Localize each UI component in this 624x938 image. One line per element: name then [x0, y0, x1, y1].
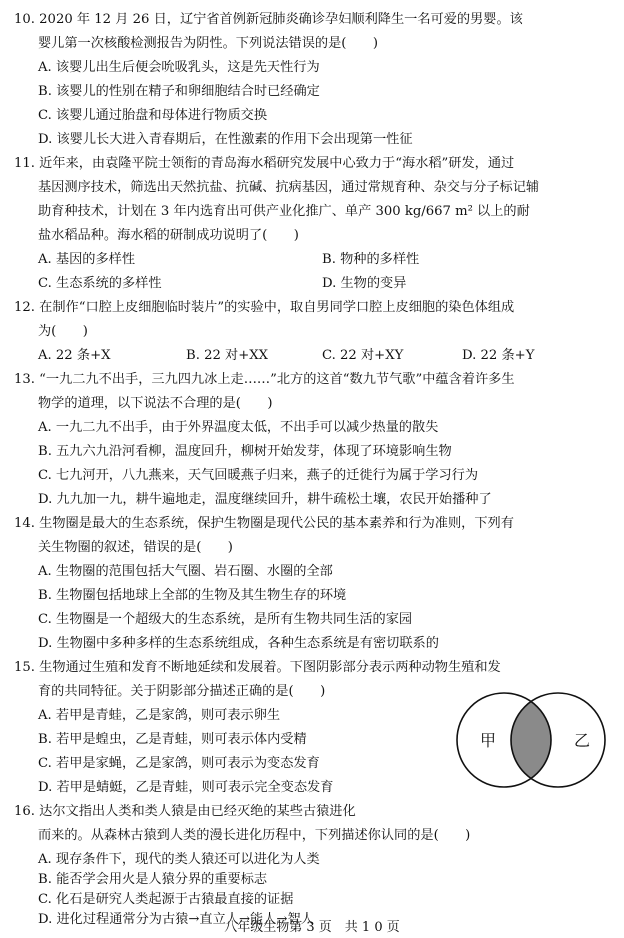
option-c: C. 22 对+XY — [322, 348, 404, 363]
option-b: B. 物种的多样性 — [322, 252, 420, 267]
venn-right-label: 乙 — [574, 731, 591, 750]
option-d: D. 若甲是蜻蜓，乙是青蛙，则可表示完全变态发育 — [38, 780, 334, 795]
option-a: A. 该婴儿出生后便会吮吸乳头，这是先天性行为 — [38, 60, 320, 75]
option-a: A. 基因的多样性 — [38, 252, 136, 267]
option-a: A. 22 条+X — [38, 348, 111, 363]
option-a: A. 生物圈的范围包括大气圈、岩石圈、水圈的全部 — [38, 564, 333, 579]
question-stem-line: 婴儿第一次核酸检测报告为阴性。下列说法错误的是( ) — [38, 36, 378, 51]
option-b: B. 能否学会用火是人猿分界的重要标志 — [38, 872, 268, 887]
question-stem-line: 16. 达尔文指出人类和类人猿是由已经灭绝的某些古猿进化 — [14, 804, 356, 819]
question-stem-line: 10. 2020 年 12 月 26 日，辽宁省首例新冠肺炎确诊孕妇顺利降生一名可爱的男婴。该 — [14, 12, 523, 27]
question-stem-line: 13. “一九二九不出手，三九四九冰上走……”北方的这首“数九节气歌”中蕴含着许多生 — [14, 372, 515, 387]
question-stem-line: 15. 生物通过生殖和发育不断地延续和发展着。下图阴影部分表示两种动物生殖和发 — [14, 660, 501, 675]
question-stem-line: 物学的道理，以下说法不合理的是( ) — [38, 396, 273, 411]
option-b: B. 该婴儿的性别在精子和卵细胞结合时已经确定 — [38, 84, 320, 99]
question-stem-line: 14. 生物圈是最大的生态系统，保护生物圈是现代公民的基本素养和行为准则，下列有 — [14, 516, 514, 531]
question-stem-line: 11. 近年来，由袁隆平院士领衔的青岛海水稻研究发展中心致力于“海水稻”研发，通过 — [14, 156, 515, 171]
question-stem-line: 为( ) — [38, 324, 88, 339]
option-b: B. 五九六九沿河看柳，温度回升，柳树开始发芽，体现了环境影响生物 — [38, 444, 452, 459]
option-c: C. 该婴儿通过胎盘和母体进行物质交换 — [38, 108, 268, 123]
option-c: C. 生物圈是一个超级大的生态系统，是所有生物共同生活的家园 — [38, 612, 413, 627]
question-stem-line: 基因测序技术，筛选出天然抗盐、抗碱、抗病基因，通过常规育种、杂交与分子标记辅 — [38, 180, 540, 195]
option-d: D. 生物圈中多种多样的生态系统组成，各种生态系统是有密切联系的 — [38, 636, 439, 651]
option-b: B. 22 对+XX — [186, 348, 269, 363]
option-c: C. 生态系统的多样性 — [38, 276, 162, 291]
question-stem-line: 助育种技术，计划在 3 年内选育出可供产业化推广、单产 300 kg/667 m² 以上的耐 — [38, 204, 530, 219]
option-d: D. 生物的变异 — [322, 276, 407, 291]
page-footer: 八年级生物第 3 页 共 1 0 页 — [224, 920, 400, 935]
venn-diagram — [450, 690, 612, 790]
option-d: D. 九九加一九，耕牛遍地走，温度继续回升，耕牛疏松土壤，农民开始播种了 — [38, 492, 492, 507]
option-a: A. 现存条件下，现代的类人猿还可以进化为人类 — [38, 852, 320, 867]
question-stem-line: 关生物圈的叙述，错误的是( ) — [38, 540, 233, 555]
question-stem-line: 而来的。从森林古猿到人类的漫长进化历程中，下列描述你认同的是( ) — [38, 828, 471, 843]
question-stem-line: 12. 在制作“口腔上皮细胞临时装片”的实验中，取自男同学口腔上皮细胞的染色体组成 — [14, 300, 515, 315]
option-c: C. 化石是研究人类起源于古猿最直接的证据 — [38, 892, 294, 907]
question-stem-line: 育的共同特征。关于阴影部分描述正确的是( ) — [38, 684, 326, 699]
option-a: A. 一九二九不出手，由于外界温度太低，不出手可以减少热量的散失 — [38, 420, 439, 435]
option-d: D. 进化过程通常分为古猿→直立人→能人→智人 — [38, 912, 314, 927]
option-b: B. 生物圈包括地球上全部的生物及其生物生存的环境 — [38, 588, 347, 603]
option-c: C. 七九河开，八九燕来，天气回暖燕子归来，燕子的迁徙行为属于学习行为 — [38, 468, 479, 483]
option-d: D. 该婴儿长大进入青春期后，在性激素的作用下会出现第一性征 — [38, 132, 413, 147]
option-a: A. 若甲是青蛙，乙是家鸽，则可表示卵生 — [38, 708, 281, 723]
option-b: B. 若甲是蝗虫，乙是青蛙，则可表示体内受精 — [38, 732, 307, 747]
option-c: C. 若甲是家蝇，乙是家鸽，则可表示为变态发育 — [38, 756, 320, 771]
venn-left-label: 甲 — [480, 731, 497, 750]
option-d: D. 22 条+Y — [462, 348, 535, 363]
question-stem-line: 盐水稻品种。海水稻的研制成功说明了( ) — [38, 228, 299, 243]
